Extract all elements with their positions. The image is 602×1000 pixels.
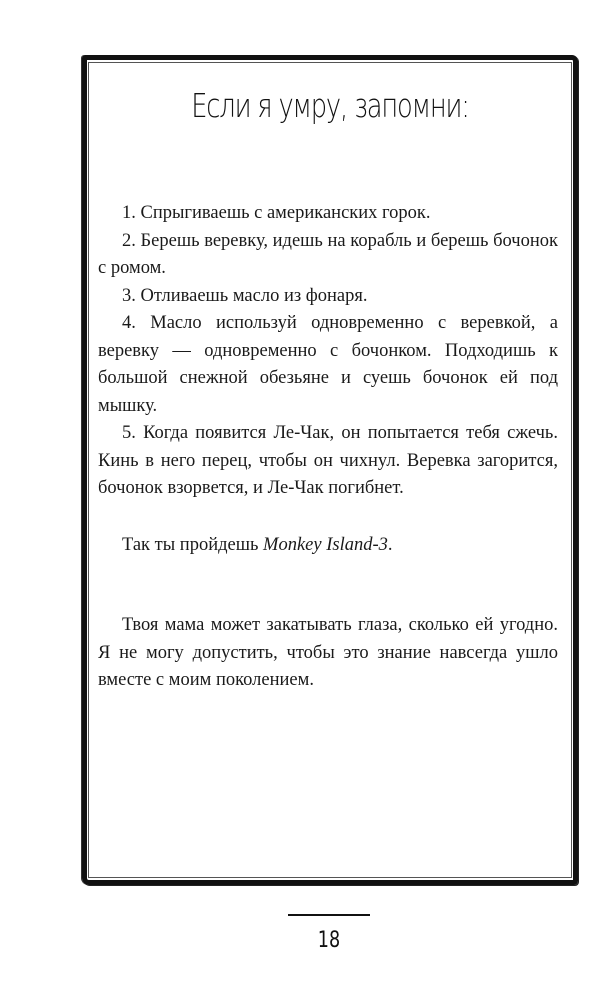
conclusion	[98, 532, 558, 560]
game-title: Monkey Island-3	[263, 534, 388, 555]
conclusion-prefix: Так ты пройдешь	[122, 534, 264, 555]
conclusion-suffix: .	[387, 534, 393, 555]
page-title: Если я умру, запомни:	[191, 86, 469, 125]
step-2: 2. Берешь веревку, идешь на корабль и берешь бочонок с ромом.	[98, 230, 558, 278]
step-1: 1. Спрыгиваешь с американских горок.	[122, 203, 431, 223]
page-content	[98, 200, 558, 695]
page-number: 18	[317, 928, 341, 953]
step-5: 5. Когда появится Ле-Чак, он попытается тебя сжечь. Кинь в него перец, чтобы он чихнул. Веревка загорится, бочонок взорвется, и Ле-Чак погибнет.	[98, 423, 558, 498]
page-number-rule	[288, 914, 370, 916]
step-4: 4. Масло используй одновременно с веревкой, а веревку — одновременно с бочонком. Подходишь к большой снежной обезьяне и суешь бочонок ей под мышку.	[98, 313, 558, 416]
step-3: 3. Отливаешь масло из фонаря.	[122, 285, 368, 306]
closing-paragraph: Твоя мама может закатывать глаза, сколько ей угодно. Я не могу допустить, чтобы это знание навсегда ушло вместе с моим поколением.	[98, 615, 558, 690]
